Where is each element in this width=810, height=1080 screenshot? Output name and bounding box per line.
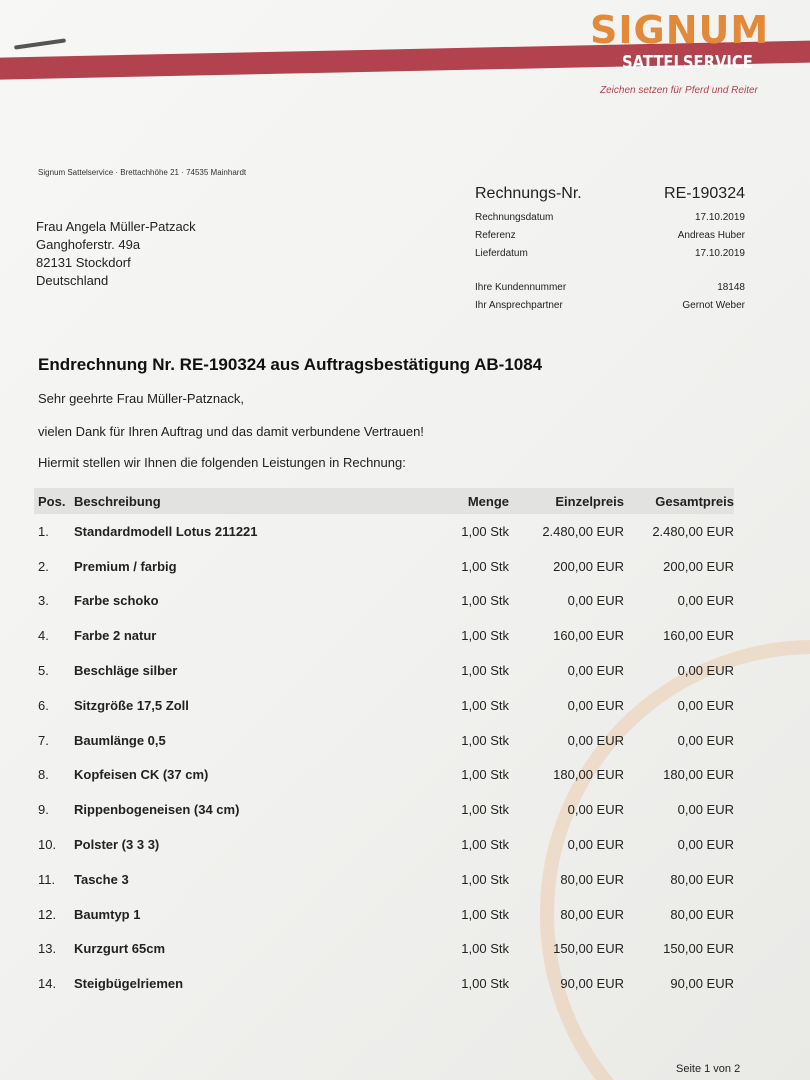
row-pos: 4. [38,628,49,644]
table-header [34,488,734,514]
row-quantity: 1,00 Stk [461,697,509,713]
row-unit-price: 0,00 EUR [567,663,624,679]
row-description: Sitzgröße 17,5 Zoll [74,697,189,713]
table-row [34,688,734,723]
row-total-price: 150,00 EUR [663,941,734,957]
meta-label: Lieferdatum [475,247,528,259]
meta-label: Referenz [475,229,516,241]
row-unit-price: 180,00 EUR [553,767,624,783]
meta-value: Andreas Huber [677,229,745,241]
thanks-text: vielen Dank für Ihren Auftrag und das damit verbundene Vertrauen! [38,424,424,439]
row-description: Baumlänge 0,5 [74,732,166,748]
row-total-price: 0,00 EUR [677,837,734,853]
header-quantity: Menge [467,493,509,509]
meta-label: Ihr Ansprechpartner [475,299,563,311]
meta-value: 18148 [717,281,745,293]
row-unit-price: 0,00 EUR [567,697,624,713]
row-quantity: 1,00 Stk [461,767,509,783]
invoice-number: RE-190324 [664,185,745,202]
table-row [34,618,734,653]
row-total-price: 200,00 EUR [663,558,734,574]
logo-brand: SIGNUM [590,8,770,52]
row-unit-price: 90,00 EUR [560,976,624,992]
sender-line: Signum Sattelservice · Brettachhöhe 21 · 74535 Mainhardt [38,168,247,177]
header-unit-price: Einzelpreis [555,493,624,509]
row-pos: 1. [38,523,49,539]
row-quantity: 1,00 Stk [461,558,509,574]
row-description: Rippenbogeneisen (34 cm) [74,802,240,818]
document-title: Endrechnung Nr. RE-190324 aus Auftragsbestätigung AB-1084 [38,355,543,374]
row-pos: 8. [38,767,49,783]
row-description: Premium / farbig [74,558,177,574]
row-description: Farbe schoko [74,593,159,609]
table-row [34,792,734,827]
row-quantity: 1,00 Stk [461,628,509,644]
invoice-number-label: Rechnungs-Nr. [475,185,582,202]
row-description: Kopfeisen CK (37 cm) [74,767,209,783]
table-row [34,897,734,932]
table-row [34,549,734,584]
row-pos: 11. [38,871,56,887]
line-items-table [34,488,734,1001]
row-description: Beschläge silber [74,663,178,679]
row-pos: 6. [38,697,49,713]
row-total-price: 80,00 EUR [670,871,734,887]
row-pos: 7. [38,732,49,748]
row-quantity: 1,00 Stk [461,837,509,853]
row-pos: 3. [38,593,49,609]
meta-row [475,208,745,226]
header-pos: Pos. [38,493,66,509]
table-row [34,862,734,897]
invoice-meta [475,180,745,314]
row-description: Steigbügelriemen [74,976,184,992]
recipient-street: Ganghoferstr. 49a [36,237,141,252]
invoice-number-row [475,180,745,208]
table-row [34,723,734,758]
page-number: Seite 1 von 2 [676,1063,741,1075]
row-total-price: 0,00 EUR [677,697,734,713]
row-pos: 12. [38,906,57,922]
row-pos: 2. [38,558,49,574]
row-unit-price: 200,00 EUR [553,558,624,574]
row-total-price: 160,00 EUR [663,628,734,644]
row-description: Farbe 2 natur [74,628,157,644]
meta-value: 17.10.2019 [694,211,745,223]
row-unit-price: 0,00 EUR [567,837,624,853]
table-row [34,827,734,862]
row-unit-price: 160,00 EUR [553,628,624,644]
row-description: Tasche 3 [74,871,129,887]
row-quantity: 1,00 Stk [461,976,509,992]
row-pos: 10. [38,837,57,853]
logo-subtitle: SATTELSERVICE [622,52,753,73]
meta-value: Gernot Weber [682,299,745,311]
meta-label: Ihre Kundennummer [475,281,567,293]
row-quantity: 1,00 Stk [461,871,509,887]
header-total-price: Gesamtpreis [655,493,734,509]
table-row [34,966,734,1001]
staple-pin [14,38,66,49]
table-row [34,653,734,688]
row-quantity: 1,00 Stk [461,732,509,748]
row-quantity: 1,00 Stk [461,663,509,679]
row-quantity: 1,00 Stk [461,941,509,957]
row-total-price: 2.480,00 EUR [652,523,734,539]
table-row [34,514,734,549]
meta-row [475,226,745,244]
recipient-city: 82131 Stockdorf [36,255,131,270]
row-total-price: 80,00 EUR [670,906,734,922]
row-total-price: 0,00 EUR [677,593,734,609]
row-unit-price: 2.480,00 EUR [542,523,624,539]
table-row [34,758,734,793]
table-row [34,932,734,967]
meta-row [475,278,745,296]
row-total-price: 90,00 EUR [670,976,734,992]
table-body [34,514,734,1001]
recipient-name: Frau Angela Müller-Patzack [36,219,196,234]
meta-label: Rechnungsdatum [475,211,554,223]
row-quantity: 1,00 Stk [461,523,509,539]
row-total-price: 0,00 EUR [677,802,734,818]
row-total-price: 180,00 EUR [663,767,734,783]
row-total-price: 0,00 EUR [677,663,734,679]
recipient-address [36,218,196,290]
header-description: Beschreibung [74,493,161,509]
row-unit-price: 0,00 EUR [567,732,624,748]
row-unit-price: 0,00 EUR [567,802,624,818]
row-description: Kurzgurt 65cm [74,941,166,957]
row-pos: 13. [38,941,57,957]
meta-value: 17.10.2019 [694,247,745,259]
row-description: Baumtyp 1 [74,906,141,922]
row-quantity: 1,00 Stk [461,906,509,922]
meta-row [475,296,745,314]
greeting-text: Sehr geehrte Frau Müller-Patznack, [38,391,244,406]
row-pos: 9. [38,802,49,818]
row-quantity: 1,00 Stk [461,593,509,609]
row-description: Standardmodell Lotus 211221 [74,523,258,539]
row-unit-price: 80,00 EUR [560,871,624,887]
table-row [34,584,734,619]
row-total-price: 0,00 EUR [677,732,734,748]
row-pos: 14. [38,976,57,992]
row-unit-price: 80,00 EUR [560,906,624,922]
logo-slogan: Zeichen setzen für Pferd und Reiter [600,85,758,96]
row-pos: 5. [38,663,49,679]
row-description: Polster (3 3 3) [74,837,160,853]
row-quantity: 1,00 Stk [461,802,509,818]
meta-row [475,244,745,262]
recipient-country: Deutschland [36,273,109,288]
row-unit-price: 150,00 EUR [553,941,624,957]
intro-text: Hiermit stellen wir Ihnen die folgenden Leistungen in Rechnung: [38,455,406,470]
row-unit-price: 0,00 EUR [567,593,624,609]
